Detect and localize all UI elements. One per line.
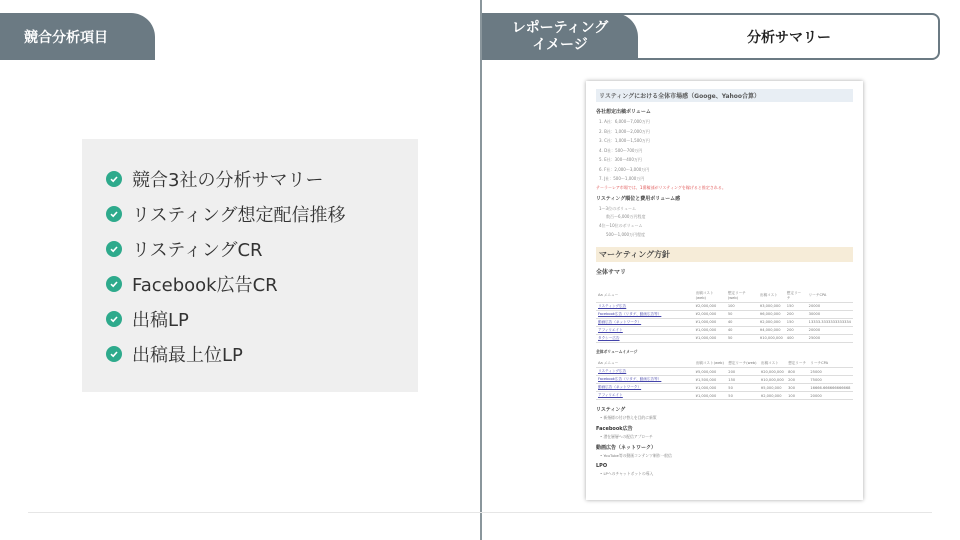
table-cell-link[interactable]: アフィリエイト xyxy=(596,326,694,334)
table-cell-link[interactable]: アフィリエイト xyxy=(596,392,694,400)
doc-list-item: 4. D社：500〜700万円 xyxy=(599,147,643,153)
checklist-item xyxy=(106,231,418,266)
checklist-item xyxy=(106,301,418,336)
table-row xyxy=(596,302,853,310)
checklist-item-label: リスティングCR xyxy=(132,239,263,261)
doc-table-title: 全体ボリュームイメージ xyxy=(596,348,638,354)
table-cell: 20000 xyxy=(807,326,853,334)
table-cell: 20000 xyxy=(807,302,853,310)
checklist-item xyxy=(106,161,418,196)
doc-bullet: • 新指標の付け替えを目的に新策 xyxy=(600,415,657,420)
table-cell: ¥20,000,000 xyxy=(759,368,786,376)
table-cell: 50 xyxy=(726,310,758,318)
doc-sections xyxy=(596,406,853,477)
table-cell: 16666.666666666668 xyxy=(808,384,853,392)
table-header-cell: 想定リーチ xyxy=(786,360,808,368)
table-cell: ¥2,000,000 xyxy=(758,318,785,326)
check-circle-icon xyxy=(106,346,122,362)
table-header-row xyxy=(596,290,853,303)
table-cell: ¥1,000,000 xyxy=(694,326,726,334)
table-cell-link[interactable]: リスティング広告 xyxy=(596,368,694,376)
table-row xyxy=(596,326,853,334)
summary-table xyxy=(596,290,853,343)
table-cell: 40 xyxy=(726,318,758,326)
table-cell: ¥2,000,000 xyxy=(694,310,726,318)
checklist-item xyxy=(106,196,418,231)
table-cell: ¥1,000,000 xyxy=(694,334,726,342)
table-cell-link[interactable]: タクシー広告 xyxy=(596,334,694,342)
table-header-cell: 想定リーチ(web) xyxy=(726,290,758,303)
table-cell: ¥10,000,000 xyxy=(759,336,783,340)
check-circle-icon xyxy=(106,241,122,257)
table-cell: ¥3,000,000 xyxy=(758,302,785,310)
table-cell: 13333.3333333333334 xyxy=(807,318,853,326)
table-cell: 200 xyxy=(785,326,807,334)
table-header-cell: 出稿コスト xyxy=(758,290,785,303)
doc-heading: リスティングにおける全体市場感（Googe、Yahoo合算） xyxy=(596,89,853,102)
table-cell: 75000 xyxy=(808,376,853,384)
section-tab-competitive-analysis xyxy=(0,13,155,60)
footer-divider xyxy=(28,512,932,513)
page-title xyxy=(640,13,938,60)
table-cell: ¥5,000,000 xyxy=(694,368,727,376)
doc-subheading: 全体サマリ xyxy=(596,268,627,276)
doc-list-item: 4位〜10位のボリューム xyxy=(599,223,643,228)
doc-list-item: 1〜3位のボリューム xyxy=(599,205,636,211)
check-circle-icon xyxy=(106,171,122,187)
check-circle-icon xyxy=(106,206,122,222)
table-cell: ¥6,000,000 xyxy=(758,310,785,318)
table-row xyxy=(596,310,853,318)
table-cell: ¥1,500,000 xyxy=(694,376,727,384)
table-cell: 25000 xyxy=(807,334,853,342)
table-cell: ¥4,000,000 xyxy=(758,326,785,334)
table-row xyxy=(596,368,853,376)
table-header-cell: 想定リーチ xyxy=(785,290,807,303)
section-tab-reporting-image xyxy=(482,13,638,60)
doc-section-heading: マーケティング方針 xyxy=(596,247,853,262)
table-cell: 100 xyxy=(786,392,808,400)
doc-bullet: • 潜在層層への配信アプローチ xyxy=(600,434,653,439)
table-cell: 800 xyxy=(786,368,808,376)
table-header-cell: 出稿コスト(web) xyxy=(694,290,726,303)
doc-list-item: 500〜1,000万円程度 xyxy=(606,231,646,237)
table-cell: ¥1,000,000 xyxy=(694,318,726,326)
table-header-cell: Aa メニュー xyxy=(596,360,694,368)
doc-section-title: Facebook広告 xyxy=(596,426,633,432)
table-cell: 25000 xyxy=(808,368,853,376)
checklist-item xyxy=(106,336,418,371)
table-cell: 400 xyxy=(785,334,807,342)
table-header-row xyxy=(596,360,853,368)
table-cell: 150 xyxy=(785,318,807,326)
table-cell: ¥2,000,000 xyxy=(694,302,726,310)
table-cell-link[interactable]: リスティング広告 xyxy=(596,302,694,310)
table-cell: 20000 xyxy=(808,392,853,400)
table-header-cell: 出稿コスト xyxy=(759,360,786,368)
table-cell: 30000 xyxy=(807,310,853,318)
table-row xyxy=(596,318,853,326)
table-header-cell: リーチCPA xyxy=(808,360,853,368)
section-tab-label: レポーティング イメージ xyxy=(511,19,609,53)
checklist-item-label: Facebook広告CR xyxy=(132,274,278,296)
doc-list-item: 5. E社：300〜400万円 xyxy=(599,157,642,162)
doc-list-item: 7. J社：500〜1,000万円 xyxy=(599,176,645,181)
table-row xyxy=(596,376,853,384)
checklist-panel xyxy=(82,139,418,392)
doc-section-title: リスティング xyxy=(596,407,626,413)
table-cell: 150 xyxy=(726,376,759,384)
table-cell-link[interactable]: Facebook広告（リタゲ、動画広告等） xyxy=(596,310,694,318)
section-tab-label: 競合分析項目 xyxy=(24,29,108,46)
report-document-preview xyxy=(586,81,863,500)
page-title-text: 分析サマリー xyxy=(747,29,831,46)
check-circle-icon xyxy=(106,311,122,327)
doc-red-note: テーラーレア市場では、1番稼部がリスティングを稼げると推定される。 xyxy=(596,184,726,190)
checklist-item-label: 競合3社の分析サマリー xyxy=(132,169,324,191)
doc-bullet: • YouTube等の動画コンテンツ制作一般信 xyxy=(600,453,672,458)
doc-list-item: 3. C社：1,000〜1,500万円 xyxy=(599,138,650,143)
table-cell: 100 xyxy=(726,302,758,310)
table-row xyxy=(596,334,853,342)
table-header-cell: リーチCPA xyxy=(807,290,853,303)
table-cell: 150 xyxy=(785,302,807,310)
table-cell-link[interactable]: Facebook広告（リタゲ、動画広告等） xyxy=(596,376,694,384)
table-cell: 50 xyxy=(726,392,759,400)
table-header-cell: 出稿コスト(web) xyxy=(694,360,727,368)
table-cell: ¥2,000,000 xyxy=(759,392,786,400)
doc-list-item: 6. F社：2,000〜3,000万円 xyxy=(599,166,650,172)
doc-section-title: LPO xyxy=(596,463,608,469)
doc-list-item: 2. B社：1,000〜2,000万円 xyxy=(599,128,650,134)
table-cell: 200 xyxy=(786,376,808,384)
table-cell: 300 xyxy=(786,384,808,392)
doc-bullet: • LPへのチャットボットの導入 xyxy=(600,471,654,476)
doc-section-title: 動画広告（ネットワーク） xyxy=(596,445,657,451)
checklist-item-label: 出稿最上位LP xyxy=(132,344,243,366)
table-cell: ¥10,000,000 xyxy=(759,376,786,384)
table-cell: 50 xyxy=(726,384,759,392)
vertical-divider xyxy=(480,0,482,540)
table-row xyxy=(596,384,853,392)
checklist-item xyxy=(106,266,418,301)
doc-list-item: 数百〜6,000万円程度 xyxy=(606,214,646,219)
doc-subheading: リスティング順位と費用ボリューム感 xyxy=(596,195,681,202)
check-circle-icon xyxy=(106,276,122,292)
table-cell: ¥1,000,000 xyxy=(694,384,727,392)
table-cell: ¥1,000,000 xyxy=(694,392,727,400)
volume-table xyxy=(596,360,853,401)
checklist-item-label: 出稿LP xyxy=(132,309,189,331)
doc-subheading: 各社想定出稿ボリューム xyxy=(596,109,651,115)
budget-list xyxy=(596,117,853,184)
table-cell: 200 xyxy=(785,310,807,318)
table-cell-link[interactable]: 動画広告（ネットワーク） xyxy=(596,318,694,326)
table-cell: 50 xyxy=(726,334,758,342)
table-header-cell: 想定リーチ(web) xyxy=(726,360,759,368)
table-header-cell: Aa メニュー xyxy=(596,290,694,303)
doc-list-item: 1. A社：6,000〜7,000万円 xyxy=(599,119,650,124)
checklist-item-label: リスティング想定配信推移 xyxy=(132,204,346,226)
table-cell-link[interactable]: 動画広告（ネットワーク） xyxy=(596,384,694,392)
table-cell: 200 xyxy=(726,368,759,376)
table-cell: 40 xyxy=(726,326,758,334)
table-row xyxy=(596,392,853,400)
table-cell: ¥5,000,000 xyxy=(759,384,786,392)
